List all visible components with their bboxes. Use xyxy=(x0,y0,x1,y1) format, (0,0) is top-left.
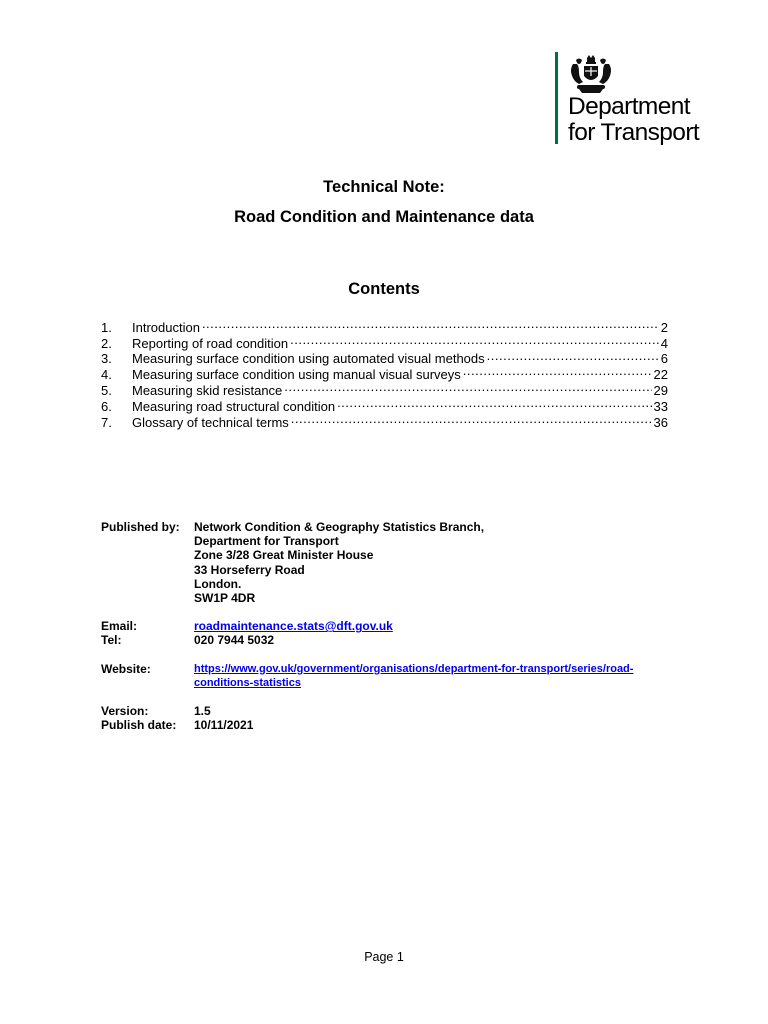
address-line: London. xyxy=(194,576,242,591)
toc-title: Measuring road structural condition xyxy=(132,398,336,414)
email-row xyxy=(101,619,681,633)
toc-title: Measuring surface condition using manual visual surveys xyxy=(132,367,461,383)
toc-number: 3. xyxy=(101,351,112,367)
address-line: 33 Horseferry Road xyxy=(194,562,305,577)
version-row xyxy=(101,704,681,718)
toc-page: 33 xyxy=(653,398,668,414)
contents-heading: Contents xyxy=(348,280,420,298)
title-line-1: Technical Note: xyxy=(323,178,445,196)
toc-title: Introduction xyxy=(132,319,200,335)
publish-date-label: Publish date: xyxy=(101,718,177,733)
document-title xyxy=(0,172,768,232)
logo-wordmark xyxy=(568,94,699,146)
title-line-2: Road Condition and Maintenance data xyxy=(234,208,534,226)
toc-number: 2. xyxy=(101,335,112,351)
toc-page: 2 xyxy=(660,319,668,335)
tel-value: 020 7944 5032 xyxy=(194,633,275,648)
version-label: Version: xyxy=(101,704,149,719)
website-label: Website: xyxy=(101,661,151,676)
email-label: Email: xyxy=(101,619,138,634)
logo-green-bar xyxy=(555,52,558,144)
tel-row xyxy=(101,633,681,647)
logo-line-2: for Transport xyxy=(568,119,700,146)
toc-page: 22 xyxy=(653,367,668,383)
address-line: Network Condition & Geography Statistics Branch, xyxy=(194,520,485,534)
toc-leader xyxy=(290,332,659,348)
tel-label: Tel: xyxy=(101,633,122,648)
toc-number: 1. xyxy=(101,319,112,335)
toc-leader xyxy=(202,316,659,332)
version-value: 1.5 xyxy=(194,704,211,719)
toc-title: Glossary of technical terms xyxy=(132,414,289,430)
website-line-1: https://www.gov.uk/government/organisations/department-for-transport/series/road- xyxy=(194,662,634,675)
published-by-row xyxy=(101,520,681,605)
toc-leader xyxy=(284,379,651,395)
address-line: SW1P 4DR xyxy=(194,591,256,606)
published-by-label: Published by: xyxy=(101,520,180,534)
publication-details xyxy=(101,520,681,732)
website-row xyxy=(101,662,681,690)
toc-leader xyxy=(463,363,652,379)
toc-page: 4 xyxy=(660,335,668,351)
published-by-value xyxy=(194,520,681,605)
royal-crest-icon xyxy=(567,54,615,94)
toc-leader xyxy=(291,411,652,427)
email-link[interactable]: roadmaintenance.stats@dft.gov.uk xyxy=(194,619,393,634)
toc-number: 7. xyxy=(101,414,112,430)
toc-number: 6. xyxy=(101,398,112,414)
address-line: Zone 3/28 Great Minister House xyxy=(194,548,374,563)
toc-title: Measuring surface condition using automated visual methods xyxy=(132,351,485,367)
toc-item[interactable] xyxy=(101,316,668,335)
logo-line-1: Department xyxy=(568,93,691,120)
toc-page: 29 xyxy=(653,382,668,398)
toc-title: Reporting of road condition xyxy=(132,335,289,351)
toc-leader xyxy=(487,348,659,364)
toc-number: 5. xyxy=(101,382,112,398)
toc-leader xyxy=(337,395,651,411)
publish-date-row xyxy=(101,718,681,732)
toc-page: 6 xyxy=(660,351,668,367)
dft-logo xyxy=(555,52,735,148)
page-number: Page 1 xyxy=(364,950,404,964)
toc-page: 36 xyxy=(653,414,668,430)
address-line: Department for Transport xyxy=(194,534,339,549)
website-link[interactable] xyxy=(194,662,681,690)
website-line-2: conditions-statistics xyxy=(194,676,301,689)
toc-number: 4. xyxy=(101,367,112,383)
publish-date-value: 10/11/2021 xyxy=(194,718,254,733)
table-of-contents xyxy=(101,316,668,430)
toc-title: Measuring skid resistance xyxy=(132,382,283,398)
